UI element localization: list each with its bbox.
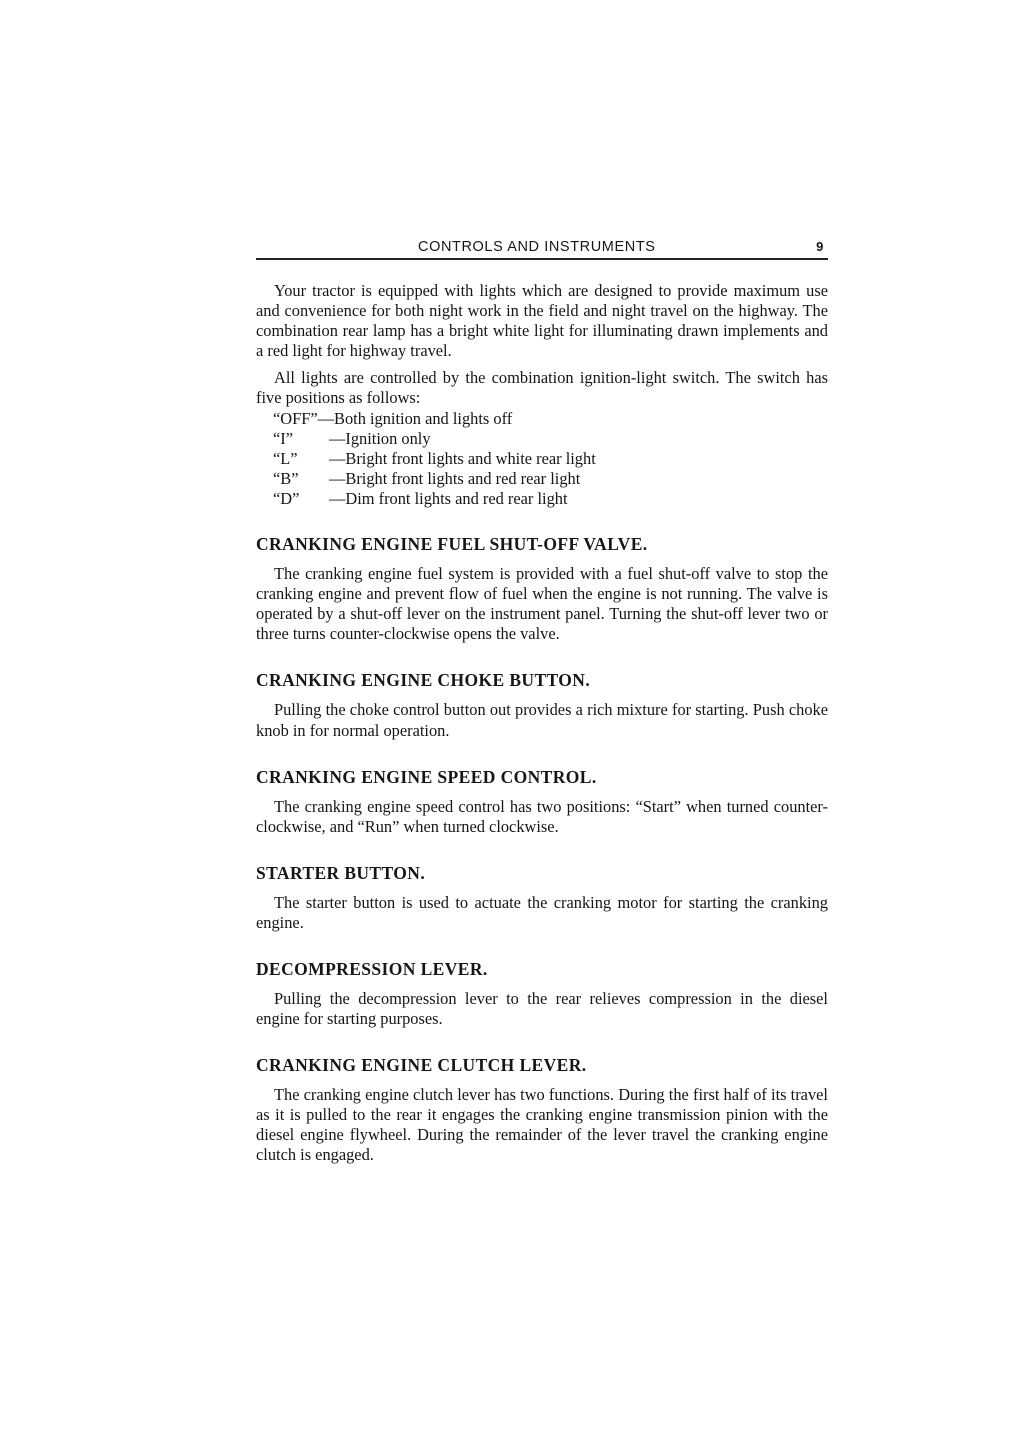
header-title: CONTROLS AND INSTRUMENTS [418,239,656,255]
switch-position-key: “L” [273,448,298,468]
switch-position-item [256,429,828,449]
switch-position-list [256,409,828,509]
section-heading-starter: STARTER BUTTON. [256,862,426,883]
section-heading-speed-control: CRANKING ENGINE SPEED CONTROL. [256,766,597,787]
switch-position-key: “I” [273,428,294,448]
lights-intro-paragraph: Your tractor is equipped with lights which are designed to provide maximum use and convenience for both night work in the field and night travel on the highway. The combination rear lamp has a bright white light for illuminating drawn implements and a red light for highway travel. [256,281,828,361]
section-body-decompression: Pulling the decompression lever to the rear relieves compression in the diesel engine for starting purposes. [256,988,828,1029]
section-heading-decompression: DECOMPRESSION LEVER. [256,958,488,979]
section-body-choke: Pulling the choke control button out provides a rich mixture for starting. Push choke knob in for normal operation. [256,700,828,740]
section-heading-fuel-shutoff: CRANKING ENGINE FUEL SHUT-OFF VALVE. [256,534,648,555]
switch-position-item [256,489,828,509]
switch-position-description: —Bright front lights and white rear light [329,448,596,468]
switch-position-description: —Dim front lights and red rear light [329,488,568,508]
section-body-starter: The starter button is used to actuate the cranking motor for starting the cranking engine. [256,892,828,932]
switch-position-key: “B” [273,468,299,488]
switch-position-description: —Bright front lights and red rear light [329,468,581,488]
section-heading-choke: CRANKING ENGINE CHOKE BUTTON. [256,670,591,691]
switch-position-description: —Ignition only [329,428,431,448]
section-body-fuel-shutoff: The cranking engine fuel system is provided with a fuel shut-off valve to stop the cranking engine and prevent flow of fuel when the engine is not running. The valve is operated by a shut-off lever on the instrument panel. Turning the shut-off lever two or three turns counter-clockwise opens the valve. [256,564,828,644]
switch-position-key: “OFF” [273,408,318,428]
switch-position-item [256,409,828,429]
page-number: 9 [816,239,824,254]
section-body-speed-control: The cranking engine speed control has two positions: “Start” when turned counter-clockwise, and “Run” when turned clockwise. [256,796,828,836]
page-body [256,281,828,1166]
running-header [256,237,828,260]
switch-intro-paragraph: All lights are controlled by the combination ignition-light switch. The switch has five positions as follows: [256,368,828,408]
section-heading-clutch: CRANKING ENGINE CLUTCH LEVER. [256,1055,587,1076]
switch-position-description: —Both ignition and lights off [317,408,513,428]
switch-position-key: “D” [273,488,300,508]
switch-position-item [256,469,828,489]
section-body-clutch: The cranking engine clutch lever has two functions. During the first half of its travel as it is pulled to the rear it engages the cranking engine transmission pinion with the diesel engine flywheel. During the remainder of the lever travel the cranking engine clutch is engaged. [256,1085,828,1165]
switch-position-item [256,449,828,469]
